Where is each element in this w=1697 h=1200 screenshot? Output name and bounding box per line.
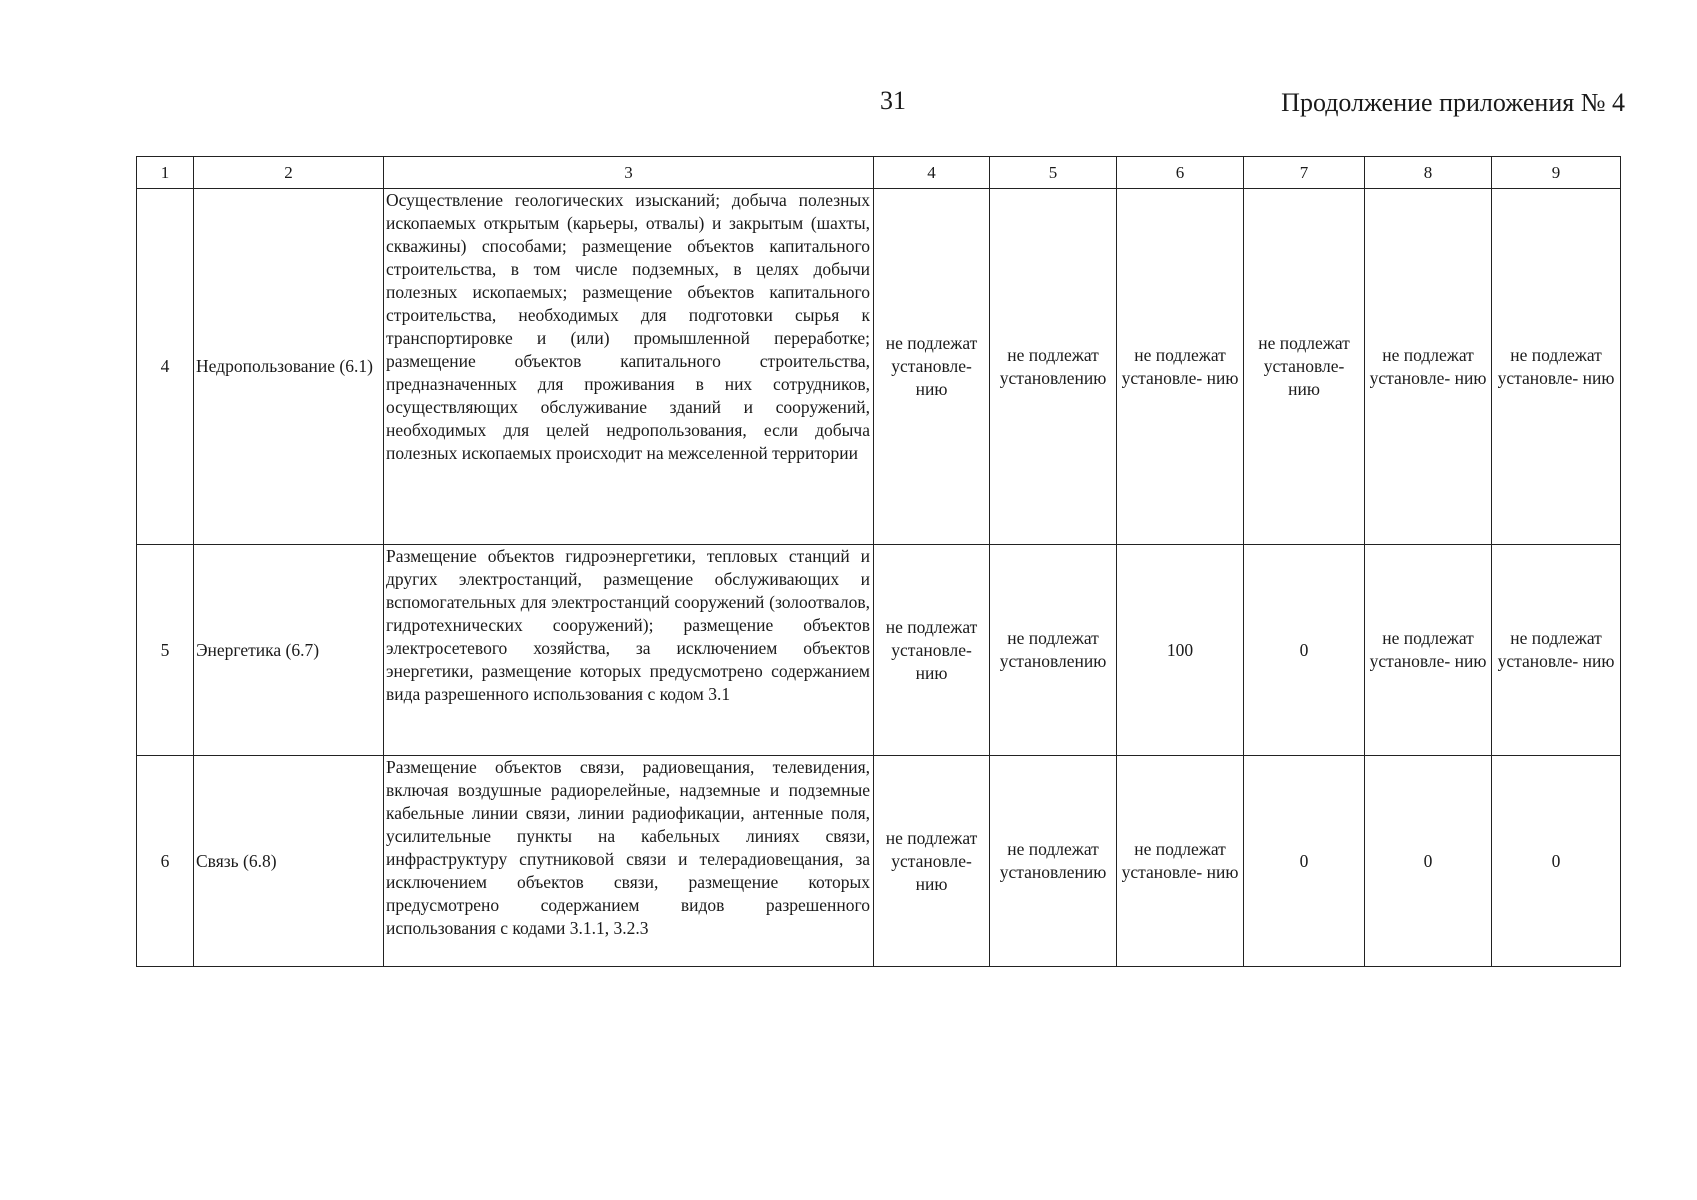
parameter-value: не подлежат установлению <box>990 545 1117 756</box>
parameter-value: не подлежат установле- нию <box>1244 189 1365 545</box>
parameter-value: 0 <box>1365 756 1492 967</box>
column-header: 2 <box>194 157 384 189</box>
parameter-value: не подлежат установле- нию <box>1365 189 1492 545</box>
parameter-value: не подлежат установле- нию <box>1492 189 1621 545</box>
row-number: 5 <box>137 545 194 756</box>
parameter-value: не подлежат установле- нию <box>1365 545 1492 756</box>
appendix-title: Продолжение приложения № 4 <box>1281 88 1625 117</box>
column-header: 7 <box>1244 157 1365 189</box>
parameter-value: не подлежат установле- нию <box>874 545 990 756</box>
header-row <box>137 157 1621 189</box>
page-number: 31 <box>880 86 906 115</box>
table-row <box>137 756 1621 967</box>
parameter-value: не подлежат установлению <box>990 189 1117 545</box>
land-use-description: Осуществление геологических изысканий; добыча полезных ископаемых открытым (карьеры, отвалы) и закрытым (шахты, скважины) способами; размещение объектов капитального строительства, в том числе подземных, в целях добычи полезных ископаемых; размещение объектов капитального строительства, необходимых для подготовки сырья к транспортировке и (или) промышленной переработке; размещение объектов капитального строительства, предназначенных для проживания в них сотрудников, осуществляющих обслуживание зданий и сооружений, необходимых для целей недропользования, если добыча полезных ископаемых происходит на межселенной территории <box>384 189 874 545</box>
column-header: 9 <box>1492 157 1621 189</box>
column-header: 6 <box>1117 157 1244 189</box>
land-use-table <box>136 156 1621 967</box>
row-number: 4 <box>137 189 194 545</box>
land-use-description: Размещение объектов связи, радиовещания, телевидения, включая воздушные радиорелейные, надземные и подземные кабельные линии связи, линии радиофикации, антенные поля, усилительные пункты на кабельных линиях связи, инфраструктуру спутниковой связи и телерадиовещания, за исключением объектов связи, размещение которых предусмотрено содержанием видов разрешенного использования с кодами 3.1.1, 3.2.3 <box>384 756 874 967</box>
land-use-description: Размещение объектов гидроэнергетики, тепловых станций и других электростанций, размещение обслуживающих и вспомогательных для электростанций сооружений (золоотвалов, гидротехнических сооружений); размещение объектов электросетевого хозяйства, за исключением объектов энергетики, размещение которых предусмотрено содержанием вида разрешенного использования с кодом 3.1 <box>384 545 874 756</box>
column-header: 5 <box>990 157 1117 189</box>
land-use-name: Энергетика (6.7) <box>194 545 384 756</box>
parameter-value: не подлежат установле- нию <box>1492 545 1621 756</box>
column-header: 3 <box>384 157 874 189</box>
column-header: 8 <box>1365 157 1492 189</box>
column-header: 1 <box>137 157 194 189</box>
parameter-value: 0 <box>1244 545 1365 756</box>
parameter-value: не подлежат установле- нию <box>1117 189 1244 545</box>
land-use-name: Недропользование (6.1) <box>194 189 384 545</box>
parameter-value: 100 <box>1117 545 1244 756</box>
parameter-value: не подлежат установле- нию <box>874 756 990 967</box>
row-number: 6 <box>137 756 194 967</box>
parameter-value: не подлежат установле- нию <box>1117 756 1244 967</box>
table-row <box>137 189 1621 545</box>
table-row <box>137 545 1621 756</box>
land-use-name: Связь (6.8) <box>194 756 384 967</box>
parameter-value: 0 <box>1492 756 1621 967</box>
parameter-value: не подлежат установле- нию <box>874 189 990 545</box>
parameter-value: не подлежат установлению <box>990 756 1117 967</box>
column-header: 4 <box>874 157 990 189</box>
parameter-value: 0 <box>1244 756 1365 967</box>
